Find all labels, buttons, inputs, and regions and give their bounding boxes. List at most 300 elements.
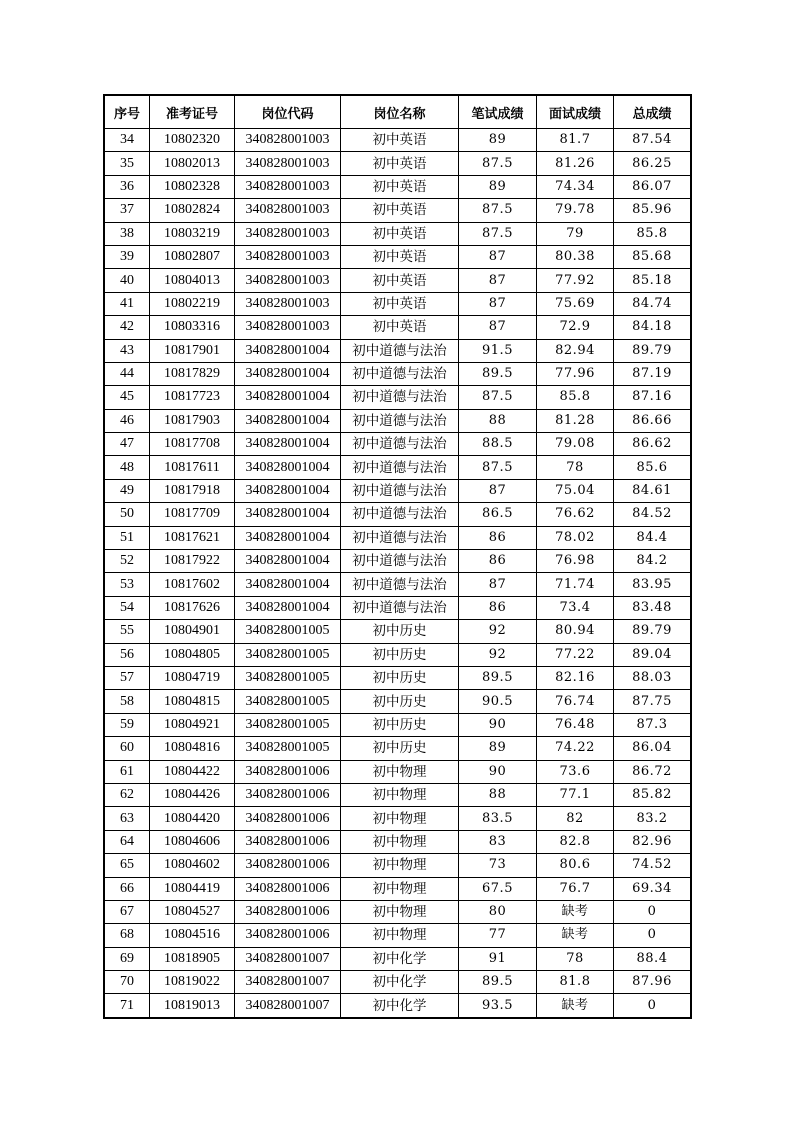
total-score-cell: 82.96 (614, 830, 691, 853)
serial-number-cell: 64 (105, 830, 150, 853)
position-code-cell: 340828001004 (235, 456, 341, 479)
interview-score-cell: 79.08 (537, 433, 614, 456)
total-score-cell: 84.61 (614, 479, 691, 502)
total-score-cell: 84.74 (614, 292, 691, 315)
position-name-cell: 初中道德与法治 (341, 573, 459, 596)
exam-ticket-number-cell: 10804606 (150, 830, 235, 853)
header-interview-score: 面试成绩 (537, 96, 614, 129)
exam-ticket-number-cell: 10817611 (150, 456, 235, 479)
serial-number-cell: 58 (105, 690, 150, 713)
score-table-body (105, 129, 691, 1018)
written-score-cell: 92 (459, 643, 537, 666)
exam-ticket-number-cell: 10817621 (150, 526, 235, 549)
total-score-cell: 89.79 (614, 620, 691, 643)
position-name-cell: 初中历史 (341, 690, 459, 713)
total-score-cell: 85.8 (614, 222, 691, 245)
serial-number-cell: 66 (105, 877, 150, 900)
score-table (104, 95, 691, 1018)
total-score-cell: 89.04 (614, 643, 691, 666)
exam-ticket-number-cell: 10817922 (150, 550, 235, 573)
interview-score-cell: 76.74 (537, 690, 614, 713)
position-name-cell: 初中英语 (341, 292, 459, 315)
written-score-cell: 90 (459, 760, 537, 783)
serial-number-cell: 46 (105, 409, 150, 432)
total-score-cell: 87.75 (614, 690, 691, 713)
written-score-cell: 89 (459, 737, 537, 760)
interview-score-cell: 85.8 (537, 386, 614, 409)
position-code-cell: 340828001003 (235, 245, 341, 268)
exam-ticket-number-cell: 10817918 (150, 479, 235, 502)
total-score-cell: 87.3 (614, 713, 691, 736)
serial-number-cell: 62 (105, 783, 150, 806)
table-row (105, 971, 691, 994)
table-row (105, 877, 691, 900)
total-score-cell: 84.4 (614, 526, 691, 549)
table-row (105, 643, 691, 666)
interview-score-cell: 82 (537, 807, 614, 830)
table-row (105, 737, 691, 760)
interview-score-cell: 78.02 (537, 526, 614, 549)
score-table-header (105, 96, 691, 129)
table-row (105, 666, 691, 689)
written-score-cell: 88 (459, 783, 537, 806)
total-score-cell: 85.96 (614, 199, 691, 222)
position-code-cell: 340828001005 (235, 713, 341, 736)
position-code-cell: 340828001007 (235, 971, 341, 994)
written-score-cell: 83.5 (459, 807, 537, 830)
position-code-cell: 340828001005 (235, 690, 341, 713)
position-code-cell: 340828001004 (235, 596, 341, 619)
position-name-cell: 初中历史 (341, 666, 459, 689)
exam-ticket-number-cell: 10804426 (150, 783, 235, 806)
position-code-cell: 340828001004 (235, 433, 341, 456)
position-name-cell: 初中英语 (341, 129, 459, 152)
exam-ticket-number-cell: 10802320 (150, 129, 235, 152)
interview-score-cell: 78 (537, 456, 614, 479)
exam-ticket-number-cell: 10817901 (150, 339, 235, 362)
exam-ticket-number-cell: 10804013 (150, 269, 235, 292)
written-score-cell: 88.5 (459, 433, 537, 456)
position-name-cell: 初中物理 (341, 807, 459, 830)
interview-score-cell: 77.92 (537, 269, 614, 292)
position-code-cell: 340828001003 (235, 269, 341, 292)
header-position-code: 岗位代码 (235, 96, 341, 129)
exam-ticket-number-cell: 10817903 (150, 409, 235, 432)
serial-number-cell: 47 (105, 433, 150, 456)
written-score-cell: 87 (459, 292, 537, 315)
table-row (105, 479, 691, 502)
serial-number-cell: 40 (105, 269, 150, 292)
written-score-cell: 89.5 (459, 362, 537, 385)
exam-ticket-number-cell: 10802219 (150, 292, 235, 315)
interview-score-cell: 77.22 (537, 643, 614, 666)
position-code-cell: 340828001003 (235, 152, 341, 175)
exam-ticket-number-cell: 10804516 (150, 924, 235, 947)
written-score-cell: 67.5 (459, 877, 537, 900)
position-code-cell: 340828001003 (235, 316, 341, 339)
total-score-cell: 88.4 (614, 947, 691, 970)
interview-score-cell: 76.62 (537, 503, 614, 526)
written-score-cell: 87.5 (459, 456, 537, 479)
exam-ticket-number-cell: 10817626 (150, 596, 235, 619)
position-name-cell: 初中英语 (341, 269, 459, 292)
written-score-cell: 87.5 (459, 152, 537, 175)
written-score-cell: 91.5 (459, 339, 537, 362)
exam-ticket-number-cell: 10802328 (150, 175, 235, 198)
serial-number-cell: 56 (105, 643, 150, 666)
table-row (105, 129, 691, 152)
serial-number-cell: 49 (105, 479, 150, 502)
serial-number-cell: 50 (105, 503, 150, 526)
table-row (105, 409, 691, 432)
position-name-cell: 初中道德与法治 (341, 409, 459, 432)
total-score-cell: 83.48 (614, 596, 691, 619)
total-score-cell: 85.68 (614, 245, 691, 268)
total-score-cell: 85.6 (614, 456, 691, 479)
written-score-cell: 90 (459, 713, 537, 736)
serial-number-cell: 65 (105, 854, 150, 877)
table-row (105, 526, 691, 549)
serial-number-cell: 41 (105, 292, 150, 315)
serial-number-cell: 55 (105, 620, 150, 643)
exam-ticket-number-cell: 10817723 (150, 386, 235, 409)
interview-score-cell: 80.94 (537, 620, 614, 643)
position-code-cell: 340828001007 (235, 994, 341, 1017)
table-row (105, 947, 691, 970)
serial-number-cell: 57 (105, 666, 150, 689)
table-row (105, 713, 691, 736)
total-score-cell: 87.19 (614, 362, 691, 385)
serial-number-cell: 35 (105, 152, 150, 175)
written-score-cell: 86 (459, 550, 537, 573)
table-row (105, 175, 691, 198)
interview-score-cell: 81.28 (537, 409, 614, 432)
table-row (105, 573, 691, 596)
position-code-cell: 340828001006 (235, 807, 341, 830)
interview-score-cell: 76.48 (537, 713, 614, 736)
table-row (105, 807, 691, 830)
table-row (105, 386, 691, 409)
written-score-cell: 86 (459, 526, 537, 549)
serial-number-cell: 37 (105, 199, 150, 222)
written-score-cell: 89 (459, 175, 537, 198)
header-written-score: 笔试成绩 (459, 96, 537, 129)
position-name-cell: 初中物理 (341, 877, 459, 900)
position-code-cell: 340828001004 (235, 409, 341, 432)
serial-number-cell: 68 (105, 924, 150, 947)
position-name-cell: 初中英语 (341, 199, 459, 222)
written-score-cell: 87.5 (459, 222, 537, 245)
exam-ticket-number-cell: 10804419 (150, 877, 235, 900)
serial-number-cell: 59 (105, 713, 150, 736)
exam-ticket-number-cell: 10803219 (150, 222, 235, 245)
position-code-cell: 340828001005 (235, 737, 341, 760)
interview-score-cell: 75.69 (537, 292, 614, 315)
serial-number-cell: 53 (105, 573, 150, 596)
total-score-cell: 84.2 (614, 550, 691, 573)
exam-ticket-number-cell: 10804816 (150, 737, 235, 760)
serial-number-cell: 39 (105, 245, 150, 268)
exam-ticket-number-cell: 10804719 (150, 666, 235, 689)
exam-ticket-number-cell: 10804815 (150, 690, 235, 713)
interview-score-cell: 82.8 (537, 830, 614, 853)
serial-number-cell: 43 (105, 339, 150, 362)
position-code-cell: 340828001006 (235, 830, 341, 853)
interview-score-cell: 80.38 (537, 245, 614, 268)
position-name-cell: 初中物理 (341, 924, 459, 947)
position-code-cell: 340828001005 (235, 666, 341, 689)
position-name-cell: 初中道德与法治 (341, 433, 459, 456)
written-score-cell: 83 (459, 830, 537, 853)
written-score-cell: 88 (459, 409, 537, 432)
interview-score-cell: 82.16 (537, 666, 614, 689)
position-name-cell: 初中道德与法治 (341, 479, 459, 502)
total-score-cell: 83.2 (614, 807, 691, 830)
exam-ticket-number-cell: 10802013 (150, 152, 235, 175)
written-score-cell: 92 (459, 620, 537, 643)
interview-score-cell: 77.1 (537, 783, 614, 806)
total-score-cell: 87.54 (614, 129, 691, 152)
written-score-cell: 86.5 (459, 503, 537, 526)
position-name-cell: 初中道德与法治 (341, 596, 459, 619)
written-score-cell: 91 (459, 947, 537, 970)
position-name-cell: 初中历史 (341, 713, 459, 736)
table-row (105, 245, 691, 268)
position-name-cell: 初中物理 (341, 783, 459, 806)
serial-number-cell: 67 (105, 900, 150, 923)
position-code-cell: 340828001006 (235, 924, 341, 947)
position-code-cell: 340828001006 (235, 783, 341, 806)
table-row (105, 269, 691, 292)
position-name-cell: 初中道德与法治 (341, 456, 459, 479)
interview-score-cell: 71.74 (537, 573, 614, 596)
written-score-cell: 89 (459, 129, 537, 152)
interview-score-cell: 80.6 (537, 854, 614, 877)
serial-number-cell: 70 (105, 971, 150, 994)
exam-ticket-number-cell: 10819013 (150, 994, 235, 1017)
exam-ticket-number-cell: 10817829 (150, 362, 235, 385)
position-name-cell: 初中化学 (341, 971, 459, 994)
table-row (105, 339, 691, 362)
total-score-cell: 83.95 (614, 573, 691, 596)
interview-score-cell: 81.8 (537, 971, 614, 994)
header-exam-ticket-number: 准考证号 (150, 96, 235, 129)
total-score-cell: 86.04 (614, 737, 691, 760)
total-score-cell: 86.66 (614, 409, 691, 432)
exam-ticket-number-cell: 10804805 (150, 643, 235, 666)
position-name-cell: 初中物理 (341, 854, 459, 877)
serial-number-cell: 61 (105, 760, 150, 783)
written-score-cell: 90.5 (459, 690, 537, 713)
serial-number-cell: 34 (105, 129, 150, 152)
exam-ticket-number-cell: 10804602 (150, 854, 235, 877)
header-position-name: 岗位名称 (341, 96, 459, 129)
position-name-cell: 初中道德与法治 (341, 362, 459, 385)
written-score-cell: 80 (459, 900, 537, 923)
position-name-cell: 初中物理 (341, 830, 459, 853)
position-name-cell: 初中历史 (341, 643, 459, 666)
total-score-cell: 74.52 (614, 854, 691, 877)
interview-score-cell: 缺考 (537, 900, 614, 923)
position-code-cell: 340828001004 (235, 362, 341, 385)
interview-score-cell: 缺考 (537, 994, 614, 1017)
exam-ticket-number-cell: 10802807 (150, 245, 235, 268)
table-row (105, 900, 691, 923)
position-code-cell: 340828001003 (235, 292, 341, 315)
exam-ticket-number-cell: 10804422 (150, 760, 235, 783)
serial-number-cell: 38 (105, 222, 150, 245)
written-score-cell: 89.5 (459, 666, 537, 689)
position-code-cell: 340828001004 (235, 503, 341, 526)
table-row (105, 456, 691, 479)
exam-ticket-number-cell: 10817708 (150, 433, 235, 456)
position-name-cell: 初中化学 (341, 994, 459, 1017)
interview-score-cell: 72.9 (537, 316, 614, 339)
written-score-cell: 87 (459, 245, 537, 268)
position-code-cell: 340828001004 (235, 550, 341, 573)
interview-score-cell: 81.7 (537, 129, 614, 152)
total-score-cell: 69.34 (614, 877, 691, 900)
written-score-cell: 87 (459, 479, 537, 502)
position-name-cell: 初中英语 (341, 316, 459, 339)
total-score-cell: 86.72 (614, 760, 691, 783)
position-name-cell: 初中道德与法治 (341, 503, 459, 526)
written-score-cell: 77 (459, 924, 537, 947)
interview-score-cell: 82.94 (537, 339, 614, 362)
header-row (105, 96, 691, 129)
position-code-cell: 340828001007 (235, 947, 341, 970)
table-row (105, 690, 691, 713)
table-row (105, 760, 691, 783)
position-name-cell: 初中历史 (341, 737, 459, 760)
exam-ticket-number-cell: 10817709 (150, 503, 235, 526)
position-name-cell: 初中道德与法治 (341, 526, 459, 549)
table-row (105, 550, 691, 573)
exam-ticket-number-cell: 10804420 (150, 807, 235, 830)
total-score-cell: 86.25 (614, 152, 691, 175)
written-score-cell: 73 (459, 854, 537, 877)
serial-number-cell: 69 (105, 947, 150, 970)
interview-score-cell: 76.98 (537, 550, 614, 573)
position-name-cell: 初中物理 (341, 760, 459, 783)
written-score-cell: 87 (459, 573, 537, 596)
table-row (105, 994, 691, 1017)
exam-ticket-number-cell: 10818905 (150, 947, 235, 970)
serial-number-cell: 63 (105, 807, 150, 830)
position-code-cell: 340828001005 (235, 643, 341, 666)
position-name-cell: 初中道德与法治 (341, 339, 459, 362)
position-code-cell: 340828001004 (235, 479, 341, 502)
position-code-cell: 340828001006 (235, 900, 341, 923)
written-score-cell: 87.5 (459, 386, 537, 409)
serial-number-cell: 51 (105, 526, 150, 549)
serial-number-cell: 36 (105, 175, 150, 198)
position-name-cell: 初中英语 (341, 175, 459, 198)
exam-ticket-number-cell: 10802824 (150, 199, 235, 222)
written-score-cell: 87 (459, 269, 537, 292)
interview-score-cell: 77.96 (537, 362, 614, 385)
interview-score-cell: 76.7 (537, 877, 614, 900)
interview-score-cell: 81.26 (537, 152, 614, 175)
table-row (105, 924, 691, 947)
written-score-cell: 87 (459, 316, 537, 339)
position-name-cell: 初中英语 (341, 222, 459, 245)
serial-number-cell: 54 (105, 596, 150, 619)
table-row (105, 433, 691, 456)
table-row (105, 152, 691, 175)
position-code-cell: 340828001004 (235, 526, 341, 549)
position-code-cell: 340828001003 (235, 129, 341, 152)
interview-score-cell: 73.6 (537, 760, 614, 783)
exam-ticket-number-cell: 10817602 (150, 573, 235, 596)
total-score-cell: 85.82 (614, 783, 691, 806)
interview-score-cell: 78 (537, 947, 614, 970)
table-row (105, 830, 691, 853)
serial-number-cell: 44 (105, 362, 150, 385)
table-row (105, 596, 691, 619)
position-name-cell: 初中道德与法治 (341, 386, 459, 409)
position-name-cell: 初中英语 (341, 152, 459, 175)
total-score-cell: 89.79 (614, 339, 691, 362)
position-name-cell: 初中道德与法治 (341, 550, 459, 573)
exam-ticket-number-cell: 10804901 (150, 620, 235, 643)
table-row (105, 620, 691, 643)
exam-ticket-number-cell: 10804527 (150, 900, 235, 923)
written-score-cell: 93.5 (459, 994, 537, 1017)
interview-score-cell: 73.4 (537, 596, 614, 619)
table-row (105, 316, 691, 339)
table-row (105, 503, 691, 526)
position-code-cell: 340828001004 (235, 386, 341, 409)
position-name-cell: 初中物理 (341, 900, 459, 923)
interview-score-cell: 75.04 (537, 479, 614, 502)
position-code-cell: 340828001003 (235, 222, 341, 245)
total-score-cell: 86.62 (614, 433, 691, 456)
total-score-cell: 84.52 (614, 503, 691, 526)
total-score-cell: 0 (614, 900, 691, 923)
exam-ticket-number-cell: 10803316 (150, 316, 235, 339)
total-score-cell: 87.96 (614, 971, 691, 994)
position-name-cell: 初中英语 (341, 245, 459, 268)
interview-score-cell: 74.34 (537, 175, 614, 198)
interview-score-cell: 缺考 (537, 924, 614, 947)
position-name-cell: 初中历史 (341, 620, 459, 643)
total-score-cell: 86.07 (614, 175, 691, 198)
position-code-cell: 340828001004 (235, 339, 341, 362)
table-row (105, 222, 691, 245)
position-code-cell: 340828001004 (235, 573, 341, 596)
interview-score-cell: 79 (537, 222, 614, 245)
position-code-cell: 340828001005 (235, 620, 341, 643)
table-row (105, 783, 691, 806)
exam-ticket-number-cell: 10804921 (150, 713, 235, 736)
position-code-cell: 340828001003 (235, 175, 341, 198)
serial-number-cell: 42 (105, 316, 150, 339)
written-score-cell: 86 (459, 596, 537, 619)
header-total-score: 总成绩 (614, 96, 691, 129)
serial-number-cell: 71 (105, 994, 150, 1017)
total-score-cell: 88.03 (614, 666, 691, 689)
written-score-cell: 87.5 (459, 199, 537, 222)
total-score-cell: 85.18 (614, 269, 691, 292)
total-score-cell: 0 (614, 994, 691, 1017)
table-row (105, 854, 691, 877)
serial-number-cell: 48 (105, 456, 150, 479)
table-row (105, 199, 691, 222)
written-score-cell: 89.5 (459, 971, 537, 994)
position-code-cell: 340828001003 (235, 199, 341, 222)
exam-ticket-number-cell: 10819022 (150, 971, 235, 994)
